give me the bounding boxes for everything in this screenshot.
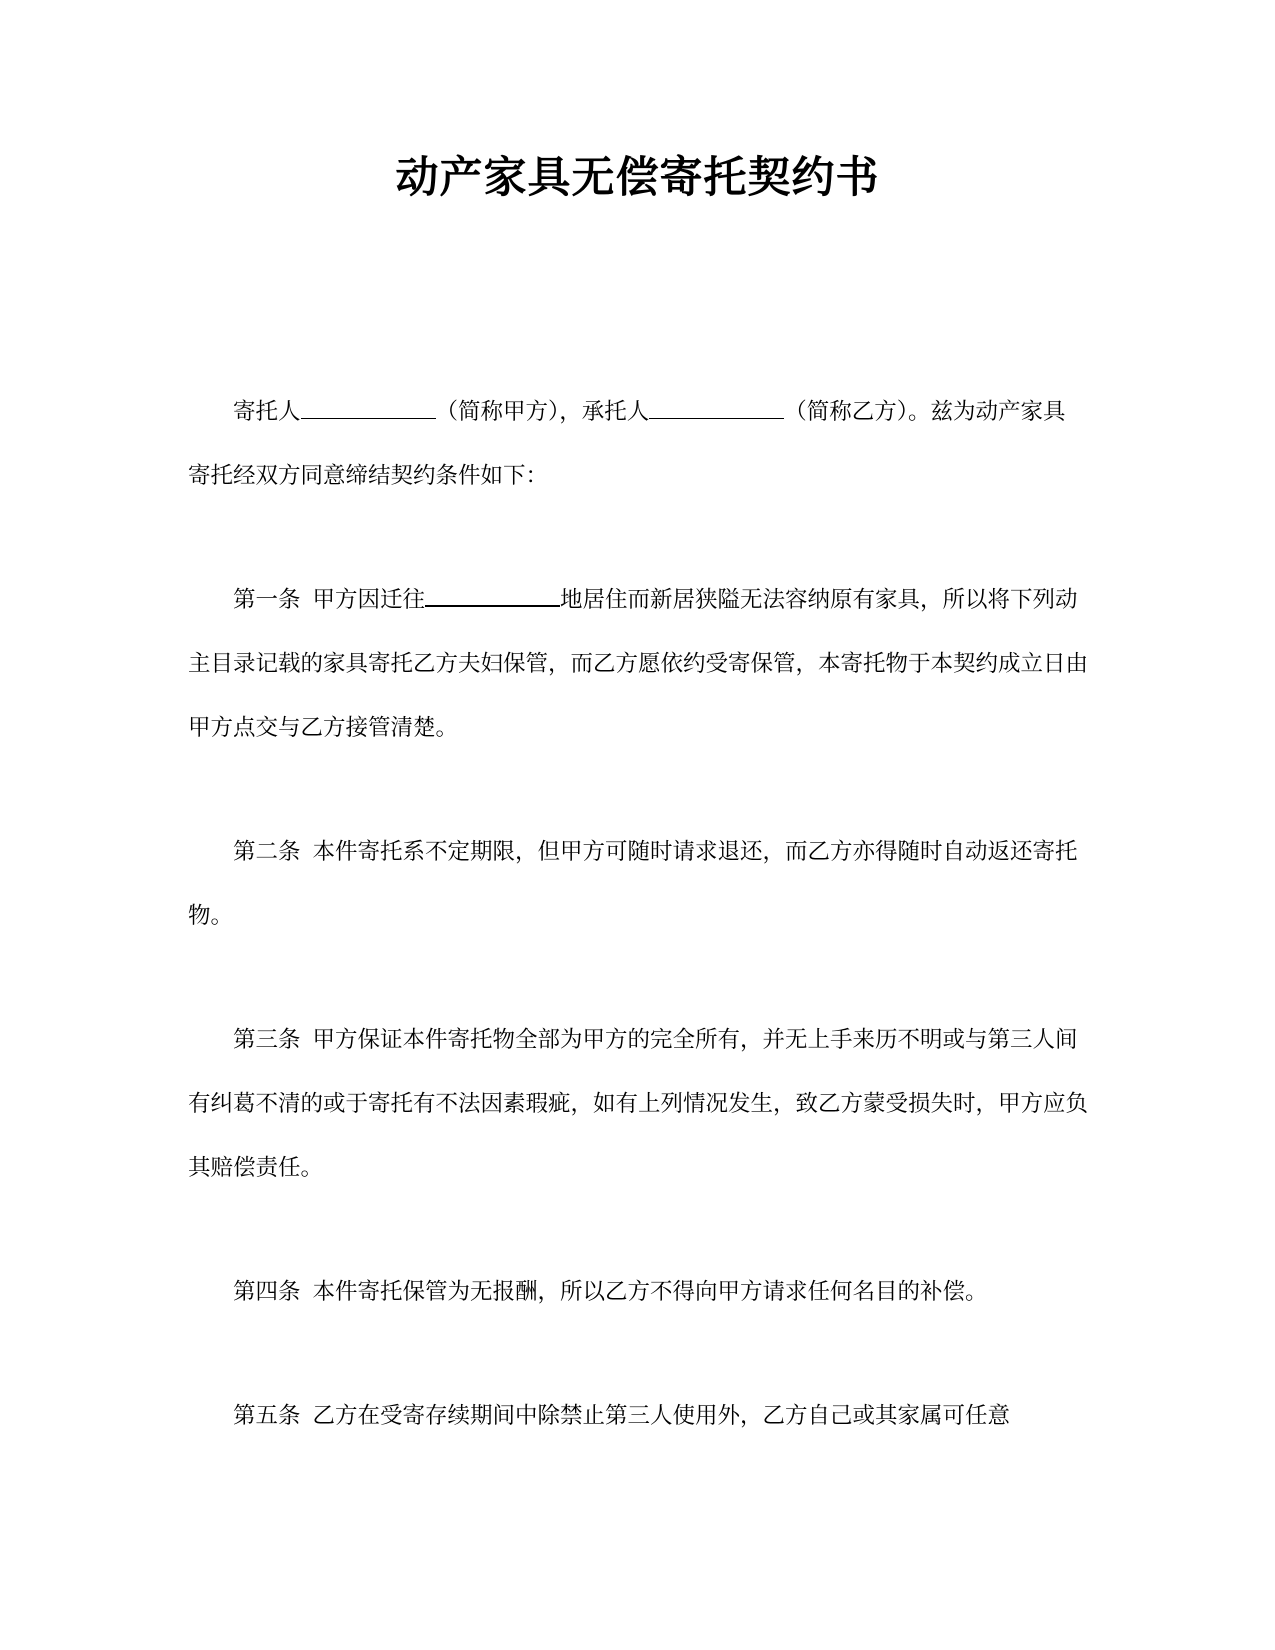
article-2 <box>188 820 1088 948</box>
consignee-blank <box>649 396 784 419</box>
article-label: 第四条 <box>233 1279 301 1305</box>
article-1 <box>188 568 1088 760</box>
article-label: 第一条 <box>233 587 301 613</box>
intro-text-1: 寄托人 <box>233 399 301 425</box>
article-text: 本件寄托保管为无报酬，所以乙方不得向甲方请求任何名目的补偿。 <box>312 1279 988 1305</box>
article-text: 地居住而新居狭隘无法容纳原有家具，所以将下列动主目录记载的家具寄托乙方夫妇保管，而乙方愿依约受寄保管，本寄托物于本契约成立日由甲方点交与乙方接管清楚。 <box>188 587 1089 741</box>
article-5 <box>188 1384 1088 1448</box>
destination-blank <box>425 583 560 607</box>
intro-text-2: （简称甲方），承托人 <box>435 399 650 425</box>
article-label: 第二条 <box>233 839 301 865</box>
article-label: 第五条 <box>233 1403 301 1429</box>
intro-text-3: （简称乙方）。兹为动产家具寄托经双方同意缔结契约条件如下： <box>188 399 1066 489</box>
intro-paragraph <box>188 380 1088 508</box>
document-body <box>188 380 1088 1508</box>
article-text: 乙方在受寄存续期间中除禁止第三人使用外，乙方自己或其家属可任意 <box>312 1403 1011 1429</box>
article-text: 甲方因迁往 <box>312 587 426 613</box>
article-text: 甲方保证本件寄托物全部为甲方的完全所有，并无上手来历不明或与第三人间有纠葛不清的或于寄托有不法因素瑕疵，如有上列情况发生，致乙方蒙受损失时，甲方应负其赔偿责任。 <box>188 1027 1089 1181</box>
article-3 <box>188 1008 1088 1200</box>
consignor-blank <box>301 396 436 419</box>
article-text: 本件寄托系不定期限，但甲方可随时请求退还，而乙方亦得随时自动返还寄托物。 <box>188 839 1078 929</box>
document-title: 动产家具无偿寄托契约书 <box>395 153 880 203</box>
article-4 <box>188 1260 1088 1324</box>
article-label: 第三条 <box>233 1027 301 1053</box>
